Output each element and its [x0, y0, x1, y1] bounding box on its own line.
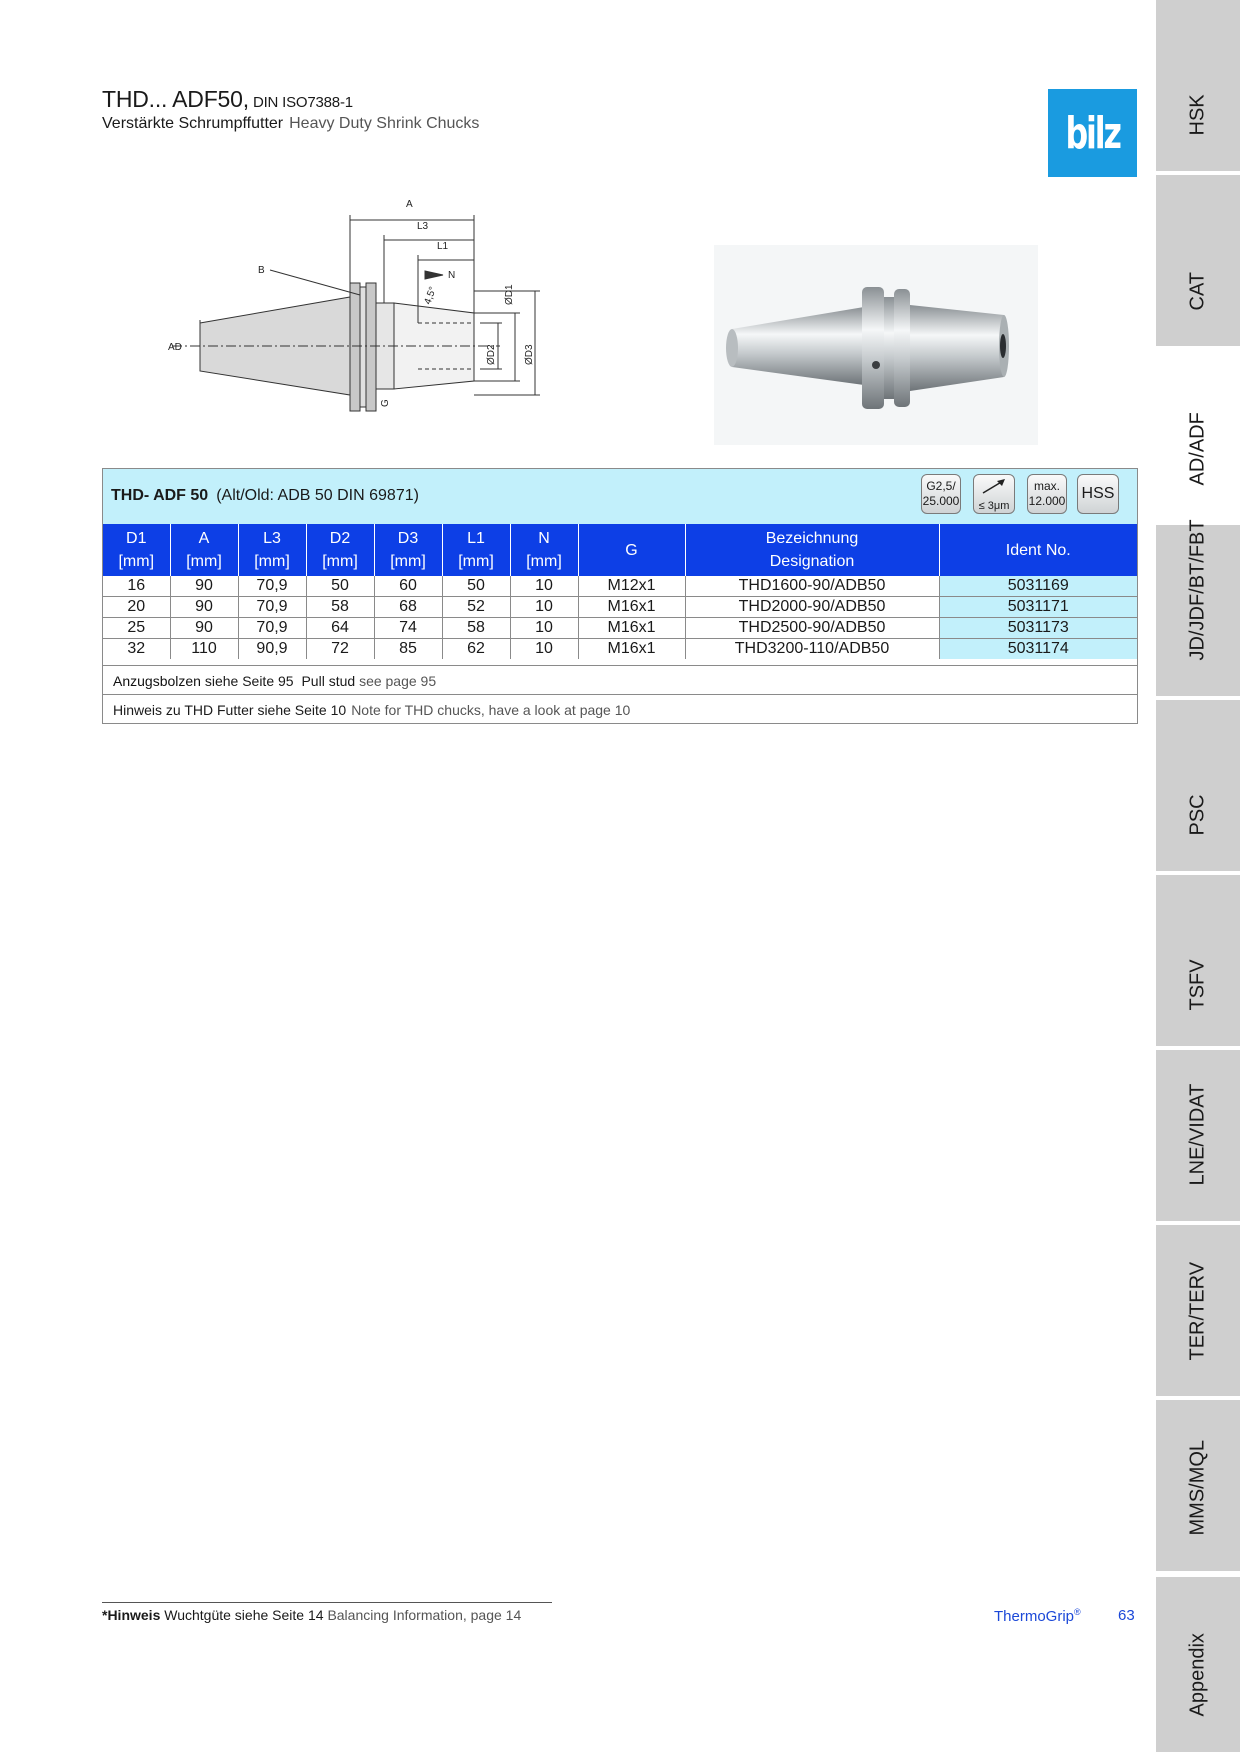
svg-text:AD: AD	[168, 342, 182, 353]
svg-text:L3: L3	[417, 221, 429, 232]
svg-text:G: G	[380, 399, 391, 407]
max-speed-badge: max. 12.000	[1027, 474, 1067, 514]
product-header	[103, 469, 1137, 525]
technical-drawing	[160, 195, 560, 425]
svg-text:N: N	[448, 270, 456, 281]
col-header: D1 [mm]	[103, 524, 170, 576]
product-photo	[714, 245, 1038, 445]
col-header: G	[578, 524, 685, 576]
dimensions-table	[103, 524, 1137, 659]
tab-jd-jdf-bt-fbt[interactable]: JD/JDF/BT/FBT	[1156, 525, 1240, 698]
col-header: A [mm]	[170, 524, 238, 576]
tab-appendix[interactable]: Appendix	[1156, 1577, 1240, 1754]
balance-badge: G2,5/ 25.000	[921, 474, 961, 514]
col-header: N [mm]	[510, 524, 578, 576]
col-header: D3 [mm]	[374, 524, 442, 576]
runout-arrow-icon	[979, 477, 1009, 495]
page-title: THD... ADF50, DIN ISO7388-1	[102, 86, 353, 112]
table-row: 32 110 90,9 72 85 62 10 M16x1 THD3200-110/ADB50 5031174	[103, 639, 1137, 660]
table-header-row	[103, 524, 1137, 576]
svg-text:L1: L1	[437, 241, 449, 252]
col-header: L3 [mm]	[238, 524, 306, 576]
bilz-logo: bilz	[1048, 89, 1137, 177]
shrink-chuck-image	[714, 245, 1038, 445]
tab-tsfv[interactable]: TSFV	[1156, 875, 1240, 1048]
table-row: 16 90 70,9 50 60 50 10 M12x1 THD1600-90/ADB50 5031169	[103, 576, 1137, 597]
brand-label: ThermoGrip®	[994, 1607, 1081, 1625]
section-tabs	[1156, 0, 1240, 1754]
tab-hsk[interactable]: HSK	[1156, 0, 1240, 173]
svg-text:ØD2: ØD2	[486, 344, 497, 365]
col-header: D2 [mm]	[306, 524, 374, 576]
svg-text:ØD3: ØD3	[524, 344, 535, 365]
hss-badge: HSS	[1077, 474, 1119, 514]
standard-label: DIN ISO7388-1	[252, 94, 353, 111]
col-header: Ident No.	[939, 524, 1137, 576]
tab-ter-terv[interactable]: TER/TERV	[1156, 1225, 1240, 1398]
product-name: THD- ADF 50 (Alt/Old: ADB 50 DIN 69871)	[111, 487, 419, 504]
tab-cat[interactable]: CAT	[1156, 175, 1240, 348]
svg-text:4,5°: 4,5°	[422, 285, 439, 307]
thd-chuck-note: Hinweis zu THD Futter siehe Seite 10 Note for THD chucks, have a look at page 10	[103, 694, 1137, 722]
tab-psc[interactable]: PSC	[1156, 700, 1240, 873]
tab-ad-adf[interactable]: AD/ADF	[1156, 350, 1240, 523]
svg-text:A: A	[406, 199, 413, 210]
col-header: L1 [mm]	[442, 524, 510, 576]
balancing-note: *Hinweis Wuchtgüte siehe Seite 14 Balancing Information, page 14	[102, 1607, 522, 1623]
footer-divider	[102, 1602, 552, 1603]
tab-mms-mql[interactable]: MMS/MQL	[1156, 1400, 1240, 1573]
table-row: 25 90 70,9 64 74 58 10 M16x1 THD2500-90/ADB50 5031173	[103, 618, 1137, 639]
page-number: 63	[1118, 1607, 1135, 1624]
pull-stud-note: Anzugsbolzen siehe Seite 95 Pull stud see page 95	[103, 665, 1137, 693]
svg-text:ØD1: ØD1	[504, 284, 515, 305]
runout-badge: ≤ 3μm	[973, 474, 1015, 514]
table-row: 20 90 70,9 58 68 52 10 M16x1 THD2000-90/ADB50 5031171	[103, 597, 1137, 618]
svg-text:B: B	[258, 265, 265, 276]
product-table-box	[102, 468, 1138, 724]
page-subtitle: Verstärkte Schrumpffutter Heavy Duty Shrink Chucks	[102, 115, 480, 132]
col-header: Bezeichnung Designation	[685, 524, 939, 576]
tab-lne-vidat[interactable]: LNE/VIDAT	[1156, 1050, 1240, 1223]
